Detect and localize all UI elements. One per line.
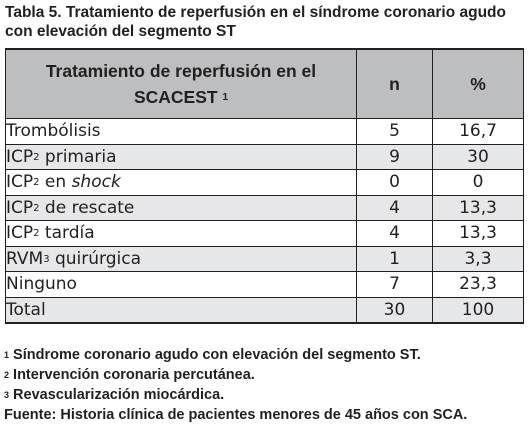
table-caption: [5, 3, 525, 41]
row-n: 0: [357, 170, 433, 196]
row-name: RVM$^3$ quirúrgica: [6, 246, 357, 272]
table-row: [6, 170, 524, 196]
row-n: 4: [357, 195, 433, 221]
header-treatment-footnote-ref: 1: [222, 92, 229, 103]
table-row: [6, 144, 524, 170]
row-percent: 13,3: [433, 195, 524, 221]
table-row: [6, 119, 524, 145]
table-total-row: [6, 297, 524, 323]
row-name: ICP$^2$ en shock: [6, 170, 357, 196]
row-percent: 30: [433, 144, 524, 170]
table-row: [6, 246, 524, 272]
footnote-1: $^1$ Síndrome coronario agudo con elevación del segmento ST.: [4, 347, 421, 363]
source-note: Fuente: Historia clínica de pacientes menores de 45 años con SCA.: [4, 407, 468, 423]
row-percent: 3,3: [433, 246, 524, 272]
row-n: 4: [357, 221, 433, 247]
table-footnotes: [4, 345, 526, 425]
header-percent: %: [433, 49, 524, 119]
row-name: ICP$^2$ de rescate: [6, 195, 357, 221]
row-percent: 23,3: [433, 272, 524, 298]
row-percent: 16,7: [433, 119, 524, 145]
row-n: 7: [357, 272, 433, 298]
total-n: 30: [357, 297, 433, 323]
reperfusion-table: [5, 48, 524, 324]
caption-line-1: Tabla 5. Tratamiento de reperfusión en el síndrome coronario agudo: [5, 4, 506, 21]
table-row: [6, 195, 524, 221]
row-percent: 0: [433, 170, 524, 196]
row-n: 5: [357, 119, 433, 145]
header-treatment-line-1: Tratamiento de reperfusión en el: [45, 61, 317, 81]
caption-line-2: con elevación del segmento ST: [5, 23, 236, 40]
row-name: ICP$^2$ tardía: [6, 221, 357, 247]
footnote-3: $^3$ Revascularización miocárdica.: [4, 387, 225, 403]
row-name: Ninguno: [6, 272, 357, 298]
footnote-2: $^2$ Intervención coronaria percutánea.: [4, 367, 255, 383]
header-treatment: [6, 49, 357, 119]
row-name: ICP$^2$ primaria: [6, 144, 357, 170]
table-header-row: [6, 49, 524, 119]
table-row: [6, 221, 524, 247]
row-n: 1: [357, 246, 433, 272]
row-n: 9: [357, 144, 433, 170]
row-percent: 13,3: [433, 221, 524, 247]
header-treatment-line-2: SCACEST: [133, 87, 218, 107]
header-n: n: [357, 49, 433, 119]
table-row: [6, 272, 524, 298]
total-label: Total: [6, 297, 357, 323]
total-percent: 100: [433, 297, 524, 323]
row-name: Trombólisis: [6, 119, 357, 145]
